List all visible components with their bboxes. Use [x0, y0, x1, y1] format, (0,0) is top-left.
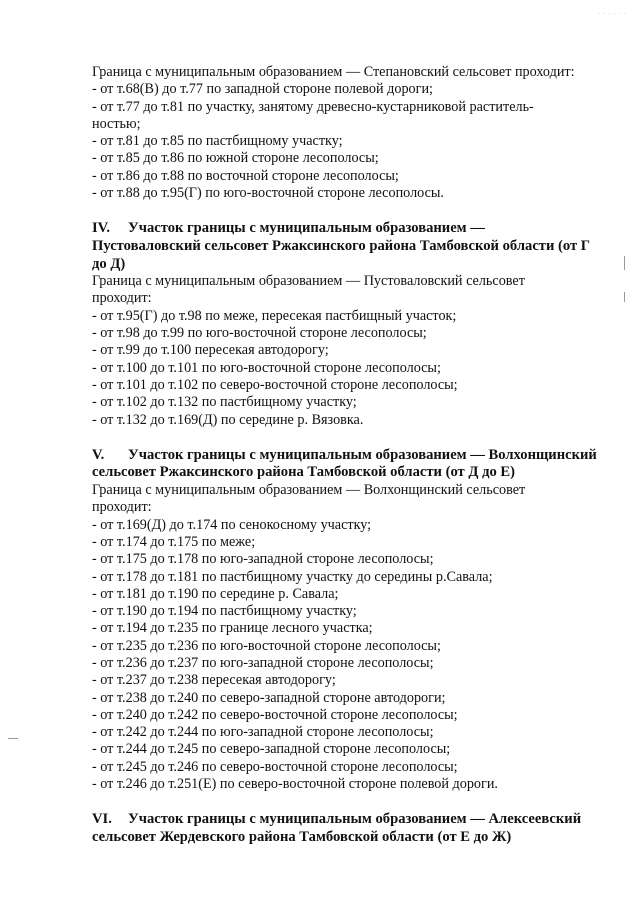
section-number: VI. [92, 811, 112, 828]
text-line: - от т.246 до т.251(Е) по северо-восточной стороне полевой дороги. [92, 776, 498, 793]
text-line: - от т.236 до т.237 по юго-западной стороне лесополосы; [92, 654, 434, 671]
section-heading [92, 811, 622, 846]
text-line: - от т.245 до т.246 по северо-восточной стороне лесополосы; [92, 758, 458, 775]
scan-corner-mark: . . . . . . [598, 10, 626, 16]
text-line: - от т.175 до т.178 по юго-западной стороне лесополосы; [92, 551, 434, 568]
text-line: - от т.174 до т.175 по меже; [92, 533, 256, 550]
text-line: - от т.240 до т.242 по северо-восточной стороне лесополосы; [92, 706, 458, 723]
section-title-line: Участок границы с муниципальным образованием — Волхонщинский [128, 446, 597, 463]
section-title-line: сельсовет Жердевского района Тамбовской области (от Е до Ж) [92, 828, 512, 845]
text-line: Граница с муниципальным образованием — Волхонщинский сельсовет [92, 482, 526, 499]
text-line: - от т.132 до т.169(Д) по середине р. Вязовка. [92, 411, 364, 428]
text-line: - от т.169(Д) до т.174 по сенокосному участку; [92, 516, 372, 533]
text-line: - от т.95(Г) до т.98 по меже, пересекая пастбищный участок; [92, 307, 457, 324]
text-line: - от т.99 до т.100 пересекая автодорогу; [92, 342, 329, 359]
section-title-line: Пустоваловский сельсовет Ржаксинского района Тамбовской области (от Г [92, 237, 591, 254]
scan-edge-mark [624, 256, 625, 270]
section-title-line: сельсовет Ржаксинского района Тамбовской области (от Д до Е) [92, 464, 515, 481]
intro-block [92, 64, 622, 202]
text-line: - от т.81 до т.85 по пастбищному участку; [92, 133, 343, 150]
section-title-line: до Д) [92, 255, 126, 272]
text-line: - от т.77 до т.81 по участку, занятому древесно-кустарниковой раститель- [92, 98, 534, 115]
text-line: - от т.100 до т.101 по юго-восточной стороне лесополосы; [92, 359, 441, 376]
text-line: Граница с муниципальным образованием — Пустоваловский сельсовет [92, 273, 525, 290]
section-title-line: Участок границы с муниципальным образованием — [128, 220, 485, 237]
text-line: - от т.88 до т.95(Г) по юго-восточной стороне лесополосы. [92, 185, 444, 202]
text-line: - от т.238 до т.240 по северо-западной стороне автодороги; [92, 689, 446, 706]
text-line: ностью; [92, 115, 141, 132]
text-line: проходит: [92, 499, 152, 516]
text-line: - от т.101 до т.102 по северо-восточной стороне лесополосы; [92, 376, 458, 393]
scan-edge-mark [624, 292, 625, 302]
section-iv [92, 220, 622, 428]
text-line: - от т.85 до т.86 по южной стороне лесополосы; [92, 150, 379, 167]
text-line: - от т.181 до т.190 по середине р. Савала; [92, 585, 339, 602]
text-line: - от т.235 до т.236 по юго-восточной стороне лесополосы; [92, 637, 441, 654]
section-title-line: Участок границы с муниципальным образованием — Алексеевский [128, 811, 582, 828]
text-line: - от т.242 до т.244 по юго-западной стороне лесополосы; [92, 724, 434, 741]
text-line: Граница с муниципальным образованием — Степановский сельсовет проходит: [92, 64, 575, 80]
text-line: - от т.237 до т.238 пересекая автодорогу; [92, 672, 336, 689]
text-line: - от т.102 до т.132 по пастбищному участку; [92, 394, 357, 411]
text-line: - от т.98 до т.99 по юго-восточной стороне лесополосы; [92, 325, 427, 342]
section-number: V. [92, 446, 105, 463]
section-vi [92, 811, 622, 846]
text-line: - от т.86 до т.88 по восточной стороне лесополосы; [92, 167, 399, 184]
scan-edge-mark [8, 738, 18, 739]
section-v [92, 447, 622, 794]
document-body [92, 64, 622, 847]
text-line: - от т.194 до т.235 по границе лесного участка; [92, 620, 373, 637]
section-heading [92, 447, 622, 482]
text-line: - от т.190 до т.194 по пастбищному участку; [92, 603, 357, 620]
section-number: IV. [92, 220, 110, 237]
text-line: - от т.178 до т.181 по пастбищному участку до середины р.Савала; [92, 568, 493, 585]
text-line: проходит: [92, 290, 152, 307]
text-line: - от т.68(В) до т.77 по западной стороне полевой дороги; [92, 81, 433, 98]
section-heading [92, 220, 622, 273]
text-line: - от т.244 до т.245 по северо-западной стороне лесополосы; [92, 741, 451, 758]
